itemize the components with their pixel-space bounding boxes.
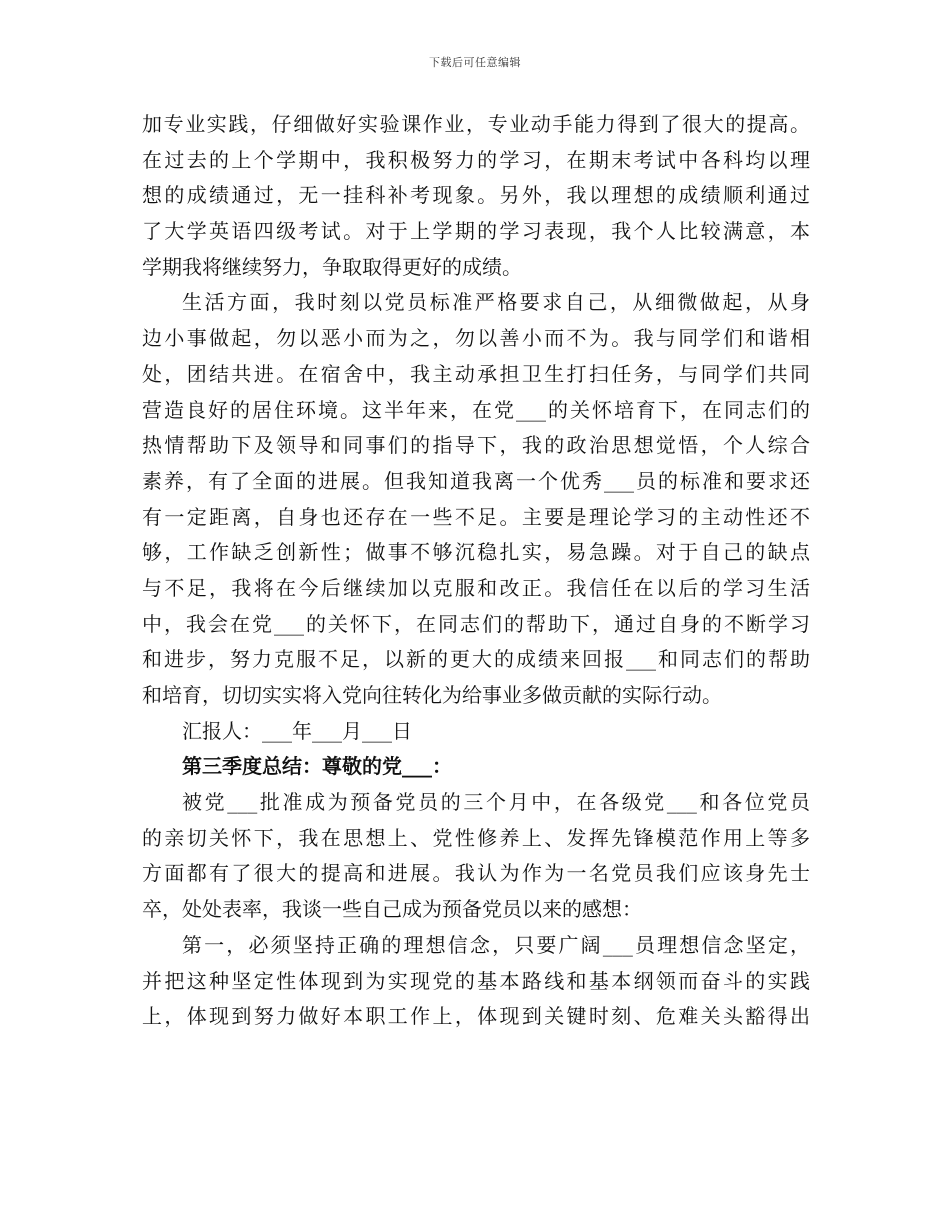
- section-heading: 第三季度总结：尊敬的党___：: [182, 754, 452, 779]
- text-line: 热情帮助下及领导和同事们的指导下，我的政治思想觉悟，个人综合: [142, 433, 810, 458]
- text-line: 边小事做起，勿以恶小而为之，勿以善小而不为。我与同学们和谐相: [142, 326, 810, 351]
- text-line: 和培育，切切实实将入党向往转化为给事业多做贡献的实际行动。: [142, 683, 722, 707]
- text-line: 并把这种坚定性体现到为实现党的基本路线和基本纲领而奋斗的实践: [142, 968, 810, 993]
- document-body: [142, 107, 810, 1035]
- text-line: 中，我会在党___的关怀下，在同志们的帮助下，通过自身的不断学习: [142, 611, 810, 636]
- text-line: 够，工作缺乏创新性；做事不够沉稳扎实，易急躁。对于自己的缺点: [142, 540, 810, 565]
- text-line: 在过去的上个学期中，我积极努力的学习，在期末考试中各科均以理: [142, 147, 810, 172]
- text-line: 的亲切关怀下，我在思想上、党性修养上、发挥先锋模范作用上等多: [142, 825, 810, 850]
- text-line: 卒，处处表率，我谈一些自己成为预备党员以来的感想：: [142, 897, 642, 922]
- text-line: 上，体现到努力做好本职工作上，体现到关键时刻、危难关头豁得出: [142, 1004, 810, 1029]
- text-line: 生活方面，我时刻以党员标准严格要求自己，从细微做起，从身: [182, 290, 810, 315]
- text-line: 第一，必须坚持正确的理想信念，只要广阔___员理想信念坚定，: [182, 932, 810, 957]
- text-line: 素养，有了全面的进展。但我知道我离一个优秀___员的标准和要求还: [142, 468, 810, 493]
- text-line: 有一定距离，自身也还存在一些不足。主要是理论学习的主动性还不: [142, 504, 810, 529]
- text-line: 加专业实践，仔细做好实验课作业，专业动手能力得到了很大的提高。: [142, 112, 810, 136]
- text-line: 营造良好的居住环境。这半年来，在党___的关怀培育下，在同志们的: [142, 397, 810, 422]
- text-line: 和进步，努力克服不足，以新的更大的成绩来回报___和同志们的帮助: [142, 647, 810, 672]
- text-line: 方面都有了很大的提高和进展。我认为作为一名党员我们应该身先士: [142, 861, 810, 886]
- text-line: 被党___批准成为预备党员的三个月中，在各级党___和各位党员: [182, 790, 810, 815]
- text-line: 与不足，我将在今后继续加以克服和改正。我信任在以后的学习生活: [142, 575, 810, 600]
- page-header: 下载后可任意编辑: [429, 56, 521, 69]
- text-line: 了大学英语四级考试。对于上学期的学习表现，我个人比较满意，本: [142, 219, 810, 244]
- text-line: 处，团结共进。在宿舍中，我主动承担卫生打扫任务，与同学们共同: [142, 361, 810, 386]
- text-line: 汇报人：___年___月___日: [182, 718, 412, 743]
- text-line: 学期我将继续努力，争取取得更好的成绩。: [142, 254, 522, 279]
- text-line: 想的成绩通过，无一挂科补考现象。另外，我以理想的成绩顺利通过: [142, 183, 810, 208]
